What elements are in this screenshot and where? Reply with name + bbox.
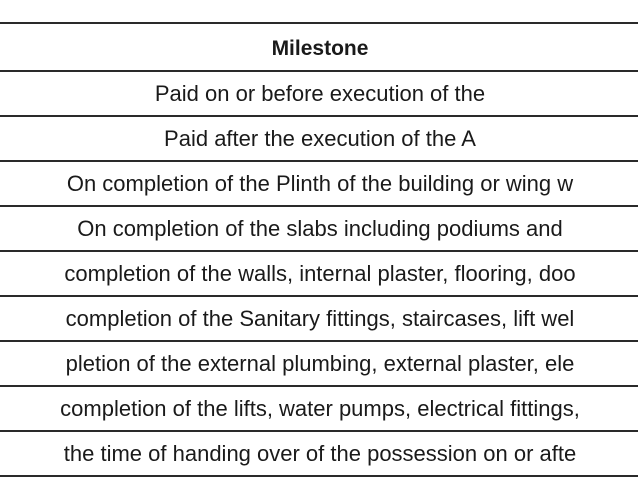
milestone-table [0,22,638,477]
table-row [0,161,638,206]
milestone-cell: completion of the walls, internal plaster, flooring, doo [0,251,638,296]
milestone-column-header: Milestone [0,23,638,71]
milestone-cell: Paid on or before execution of the [0,71,638,116]
milestone-cell: pletion of the external plumbing, external plaster, ele [0,341,638,386]
milestone-cell: On completion of the slabs including podiums and [0,206,638,251]
table-row [0,206,638,251]
table-row [0,431,638,476]
milestone-cell: completion of the lifts, water pumps, electrical fittings, [0,386,638,431]
table-row [0,296,638,341]
table-header-row [0,23,638,71]
milestone-cell: Paid after the execution of the A [0,116,638,161]
table-row [0,341,638,386]
table-row [0,386,638,431]
table-row [0,116,638,161]
milestone-cell: completion of the Sanitary fittings, staircases, lift wel [0,296,638,341]
table-row [0,71,638,116]
milestone-cell: On completion of the Plinth of the building or wing w [0,161,638,206]
table-row [0,251,638,296]
milestone-cell: the time of handing over of the possession on or afte [0,431,638,476]
